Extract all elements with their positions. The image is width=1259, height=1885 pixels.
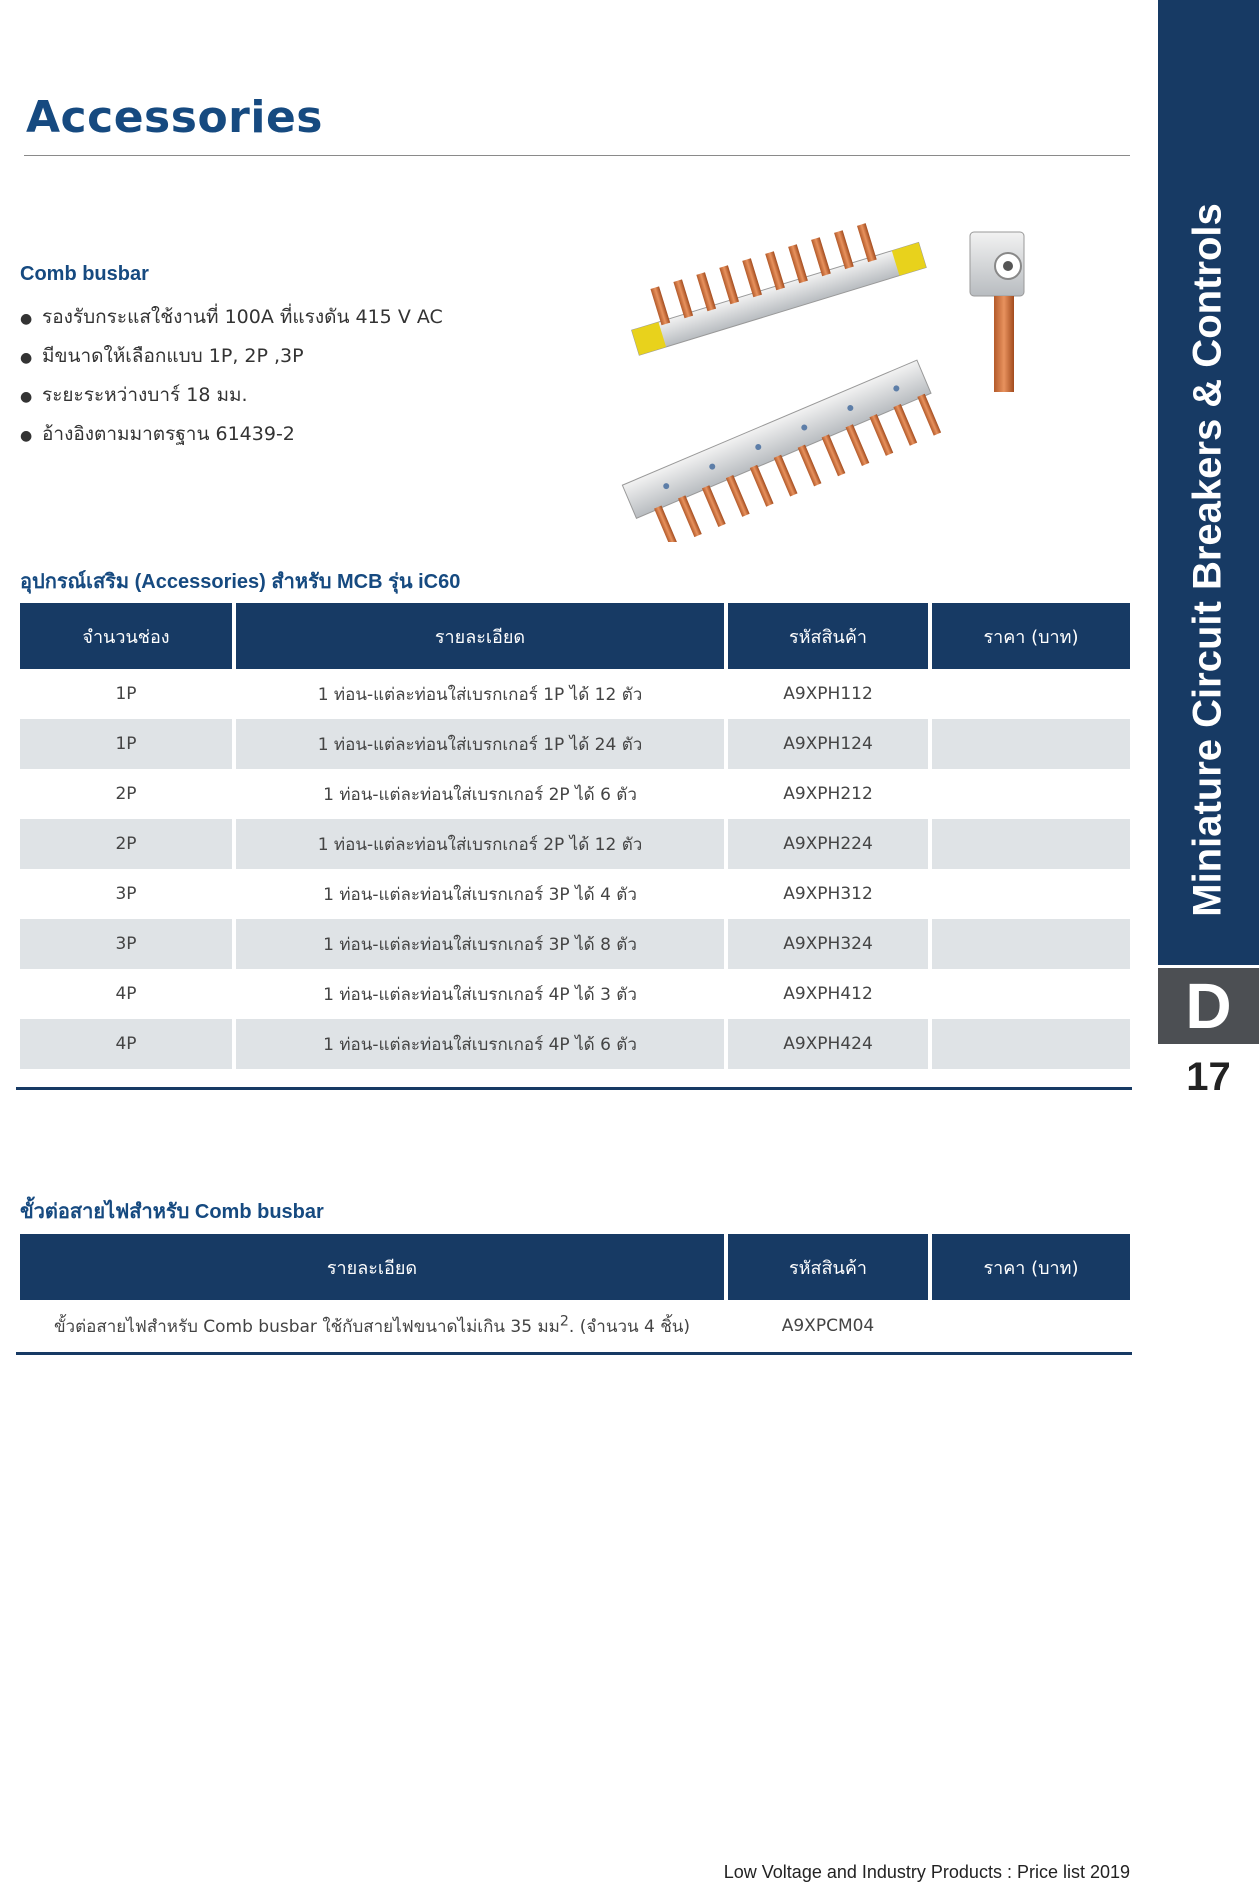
table-row: [20, 669, 1130, 719]
comb-busbar-image: [600, 222, 1060, 542]
table-bottom-rule: [16, 1352, 1132, 1355]
connector-table-heading: ขั้วต่อสายไฟสำหรับ Comb busbar: [20, 1201, 324, 1223]
table-row: [20, 969, 1130, 1019]
cell-code: A9XPH312: [783, 884, 873, 904]
feature-item: ● รองรับกระแสใช้งานที่ 100A ที่แรงดัน 415 V AC: [20, 300, 443, 339]
side-tab-title: Miniature Circuit Breakers & Controls: [1185, 203, 1230, 917]
title-divider: [24, 155, 1130, 156]
cell-detail: ขั้วต่อสายไฟสำหรับ Comb busbar ใช้กับสายไฟขนาดไม่เกิน 35 มม$^2$. (จำนวน 4 ชิ้น): [53, 1312, 691, 1337]
cell-detail: 1 ท่อน-แต่ละท่อนใส่เบรกเกอร์ 4P ได้ 3 ตัว: [323, 984, 637, 1005]
cell-detail: 1 ท่อน-แต่ละท่อนใส่เบรกเกอร์ 3P ได้ 4 ตัว: [323, 884, 637, 905]
column-header-detail: รายละเอียด: [20, 1234, 724, 1300]
connector-table: [16, 1234, 1134, 1352]
column-header-price: ราคา (บาท): [932, 1234, 1130, 1300]
bullet-icon: ●: [20, 389, 33, 405]
feature-list: [20, 300, 443, 456]
table-header-row: [20, 603, 1130, 669]
page-number: 17: [1186, 1055, 1231, 1099]
cell-detail: 1 ท่อน-แต่ละท่อนใส่เบรกเกอร์ 1P ได้ 24 ตัว: [236, 719, 724, 769]
bullet-icon: ●: [20, 428, 33, 444]
cell-detail: 1 ท่อน-แต่ละท่อนใส่เบรกเกอร์ 3P ได้ 8 ตัว: [236, 919, 724, 969]
page-title: Accessories: [26, 92, 323, 143]
cell-price: [932, 719, 1130, 769]
feature-item: ● ระยะระหว่างบาร์ 18 มม.: [20, 378, 443, 417]
table-bottom-rule: [16, 1087, 1132, 1090]
cell-price: [932, 1019, 1130, 1069]
cell-code: A9XPH212: [783, 784, 873, 804]
feature-item: ● อ้างอิงตามมาตรฐาน 61439-2: [20, 417, 443, 456]
cell-price: [932, 1300, 1130, 1352]
footer-text: Low Voltage and Industry Products : Price list 2019: [723, 1862, 1130, 1882]
cell-poles: 3P: [115, 884, 137, 904]
column-header-code: รหัสสินค้า: [728, 1234, 928, 1300]
cell-code: A9XPH112: [783, 684, 873, 704]
column-header-price: ราคา (บาท): [932, 603, 1130, 669]
column-header-code: รหัสสินค้า: [728, 603, 928, 669]
accessories-table: [16, 603, 1134, 1069]
bullet-icon: ●: [20, 350, 33, 366]
cell-poles: 4P: [115, 984, 137, 1004]
cell-price: [932, 819, 1130, 869]
bullet-icon: ●: [20, 311, 33, 327]
table-row: [20, 819, 1130, 869]
product-heading: Comb busbar: [20, 263, 149, 285]
cell-poles: 1P: [20, 719, 232, 769]
table-header-row: [20, 1234, 1130, 1300]
cell-price: [932, 869, 1130, 919]
cell-poles: 4P: [20, 1019, 232, 1069]
feature-item: ● มีขนาดให้เลือกแบบ 1P, 2P ,3P: [20, 339, 443, 378]
cell-detail: 1 ท่อน-แต่ละท่อนใส่เบรกเกอร์ 2P ได้ 6 ตัว: [323, 784, 637, 805]
table-row: [20, 719, 1130, 769]
cell-detail: 1 ท่อน-แต่ละท่อนใส่เบรกเกอร์ 1P ได้ 12 ตัว: [317, 684, 643, 705]
cell-price: [932, 669, 1130, 719]
cell-poles: 2P: [115, 784, 137, 804]
accessories-table-heading: อุปกรณ์เสริม (Accessories) สำหรับ MCB รุ่น iC60: [20, 571, 461, 593]
table-row: [20, 869, 1130, 919]
cell-poles: 3P: [20, 919, 232, 969]
cell-code: A9XPH424: [728, 1019, 928, 1069]
cell-price: [932, 969, 1130, 1019]
table-row: [20, 769, 1130, 819]
cell-code: A9XPH124: [728, 719, 928, 769]
cell-poles: 1P: [115, 684, 137, 704]
cell-price: [932, 919, 1130, 969]
cell-detail: 1 ท่อน-แต่ละท่อนใส่เบรกเกอร์ 4P ได้ 6 ตัว: [236, 1019, 724, 1069]
cell-detail: 1 ท่อน-แต่ละท่อนใส่เบรกเกอร์ 2P ได้ 12 ตัว: [236, 819, 724, 869]
cell-code: A9XPH224: [728, 819, 928, 869]
cell-price: [932, 769, 1130, 819]
section-letter: D: [1158, 968, 1259, 1044]
column-header-poles: จำนวนช่อง: [20, 603, 232, 669]
table-row: [20, 919, 1130, 969]
table-row: [20, 1300, 1130, 1352]
column-header-detail: รายละเอียด: [236, 603, 724, 669]
cell-poles: 2P: [20, 819, 232, 869]
cell-code: A9XPH324: [728, 919, 928, 969]
table-row: [20, 1019, 1130, 1069]
cell-code: A9XPCM04: [781, 1316, 875, 1336]
cell-code: A9XPH412: [783, 984, 873, 1004]
